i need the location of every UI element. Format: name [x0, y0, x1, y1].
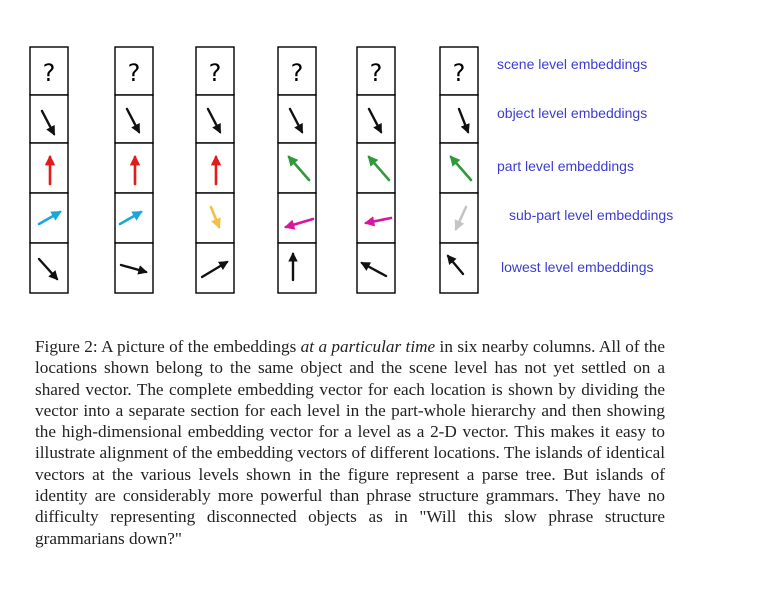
column-grid [30, 47, 478, 293]
level-labels [497, 56, 673, 275]
scene-unknown-5: ? [369, 59, 383, 87]
lowest-level-label: lowest level embeddings [501, 259, 654, 275]
figure-caption [35, 336, 665, 549]
scene-unknown-2: ? [127, 59, 141, 87]
scene-unknown-1: ? [42, 59, 56, 87]
part-level-label: part level embeddings [497, 158, 634, 174]
caption-text-rest: in six nearby columns. All of the locations shown belong to the same object and the scene level has not yet settled on a shared vector. The complete embedding vector for each location is shown by dividing the vector into a separate section for each level in the part-whole hierarchy and then showing the high-dimensional embedding vector for a level as a 2-D vector. This makes it easy to illustrate alignment of the embedding vectors of different locations. The islands of identical vectors at the various levels shown in the figure represent a parse tree. But islands of identity are considerably more powerful than phrase structure grammars. They have no difficulty representing disconnected objects as in "Will this slow phrase structure grammarians down?" [35, 337, 666, 548]
scene-level-row [43, 59, 466, 87]
object-level-label: object level embeddings [497, 105, 648, 121]
object-level-row [42, 109, 468, 134]
subpart-level-label: sub-part level embeddings [509, 207, 674, 223]
scene-level-label: scene level embeddings [497, 56, 648, 72]
caption-label: Figure 2: [35, 337, 98, 356]
caption-text-start: A picture of the embeddings [101, 337, 297, 356]
caption-emphasis: at a particular time [300, 337, 436, 356]
subpart-level-row [39, 207, 466, 229]
part-level-row [50, 157, 471, 184]
scene-unknown-4: ? [290, 59, 304, 87]
scene-unknown-6: ? [452, 59, 466, 87]
scene-unknown-3: ? [208, 59, 222, 87]
lowest-level-row [39, 254, 463, 280]
